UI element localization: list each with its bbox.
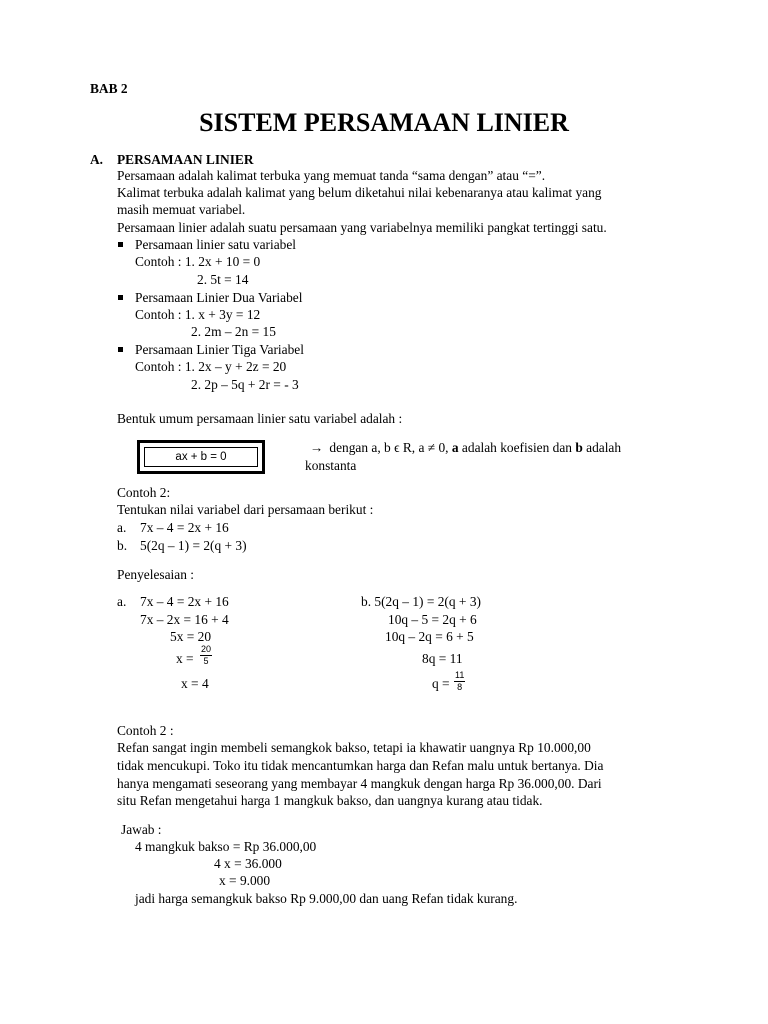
bullet-square-icon (118, 347, 123, 352)
type-example: 2. 5t = 14 (197, 272, 249, 287)
bullet-square-icon (118, 295, 123, 300)
solution-marker: a. (117, 594, 127, 609)
type-example: Contoh : 1. 2x – y + 2z = 20 (135, 359, 287, 374)
problem-equation: 5(2q – 1) = 2(q + 3) (140, 538, 247, 553)
example-instruction: Tentukan nilai variabel dari persamaan berikut : (117, 502, 374, 517)
answer-line: x = 9.000 (219, 873, 271, 888)
solution-step: x = (176, 651, 194, 666)
section-heading: PERSAMAAN LINIER (117, 152, 254, 167)
fraction (454, 671, 465, 692)
description-text: adalah (582, 440, 622, 455)
type-example: 2. 2m – 2n = 15 (191, 324, 276, 339)
solution-step: q = (432, 676, 450, 691)
type-label: Persamaan Linier Tiga Variabel (135, 342, 304, 357)
story-line: Refan sangat ingin membeli semangkok bakso, tetapi ia khawatir uangnya Rp 10.000,00 (117, 740, 591, 755)
answer-line: 4 x = 36.000 (214, 856, 282, 871)
story-line: hanya mengamati seseorang yang membayar 4 mangkuk dengan harga Rp 36.000,00. Dari (117, 776, 602, 791)
solution-step: b. 5(2q – 1) = 2(q + 3) (361, 594, 481, 609)
answer-label: Jawab : (121, 822, 162, 837)
solution-label: Penyelesaian : (117, 567, 194, 582)
formula-text: ax + b = 0 (144, 447, 258, 467)
solution-step: 7x – 2x = 16 + 4 (140, 612, 229, 627)
intro-line: Persamaan adalah kalimat terbuka yang memuat tanda “sama dengan” atau “=”. (117, 168, 546, 183)
example-heading: Contoh 2 : (117, 723, 174, 738)
solution-step: 8q = 11 (422, 651, 463, 666)
solution-step: 7x – 4 = 2x + 16 (140, 594, 229, 609)
fraction-numerator: 11 (455, 670, 465, 680)
conclusion: jadi harga semangkuk bakso Rp 9.000,00 dan uang Refan tidak kurang. (135, 891, 518, 906)
formula-description (305, 439, 621, 456)
answer-line: 4 mangkuk bakso = Rp 36.000,00 (135, 839, 317, 854)
type-example: Contoh : 1. 2x + 10 = 0 (135, 254, 261, 269)
solution-step: 5x = 20 (170, 629, 212, 644)
chapter-label: BAB 2 (90, 81, 128, 96)
arrow-icon: → (310, 440, 324, 455)
description-text: adalah koefisien dan (458, 440, 576, 455)
example-heading: Contoh 2: (117, 485, 171, 500)
formula-box (137, 440, 265, 474)
problem-marker: b. (117, 538, 128, 553)
general-form-intro: Bentuk umum persamaan linier satu variabel adalah : (117, 411, 403, 426)
fraction-denominator: 8 (457, 682, 463, 692)
story-line: tidak mencukupi. Toko itu tidak mencantumkan harga dan Refan malu untuk bertanya. Dia (117, 758, 604, 773)
problem-equation: 7x – 4 = 2x + 16 (140, 520, 229, 535)
intro-line: Kalimat terbuka adalah kalimat yang belum diketahui nilai kebenaranya atau kalimat yang (117, 185, 602, 200)
section-marker: A. (90, 152, 104, 167)
coefficient-symbol: a (451, 440, 459, 455)
type-example: Contoh : 1. x + 3y = 12 (135, 307, 261, 322)
fraction (200, 645, 212, 666)
page-title: SISTEM PERSAMAAN LINIER (199, 108, 569, 137)
solution-step: x = 4 (181, 676, 209, 691)
intro-line: Persamaan linier adalah suatu persamaan yang variabelnya memiliki pangkat tertinggi satu. (117, 220, 607, 235)
intro-line: masih memuat variabel. (117, 202, 246, 217)
description-text: dengan a, b ϵ R, a ≠ 0, (329, 440, 452, 455)
fraction-numerator: 20 (201, 644, 212, 654)
type-label: Persamaan linier satu variabel (135, 237, 296, 252)
formula-description-line2: konstanta (305, 458, 357, 473)
solution-step: 10q – 5 = 2q + 6 (388, 612, 477, 627)
bullet-square-icon (118, 242, 123, 247)
solution-step: 10q – 2q = 6 + 5 (385, 629, 474, 644)
problem-marker: a. (117, 520, 127, 535)
constant-symbol: b (575, 440, 583, 455)
story-line: situ Refan mengetahui harga 1 mangkuk bakso, dan uangnya kurang atau tidak. (117, 793, 543, 808)
fraction-denominator: 5 (203, 656, 209, 666)
type-example: 2. 2p – 5q + 2r = - 3 (191, 377, 299, 392)
type-label: Persamaan Linier Dua Variabel (135, 290, 303, 305)
